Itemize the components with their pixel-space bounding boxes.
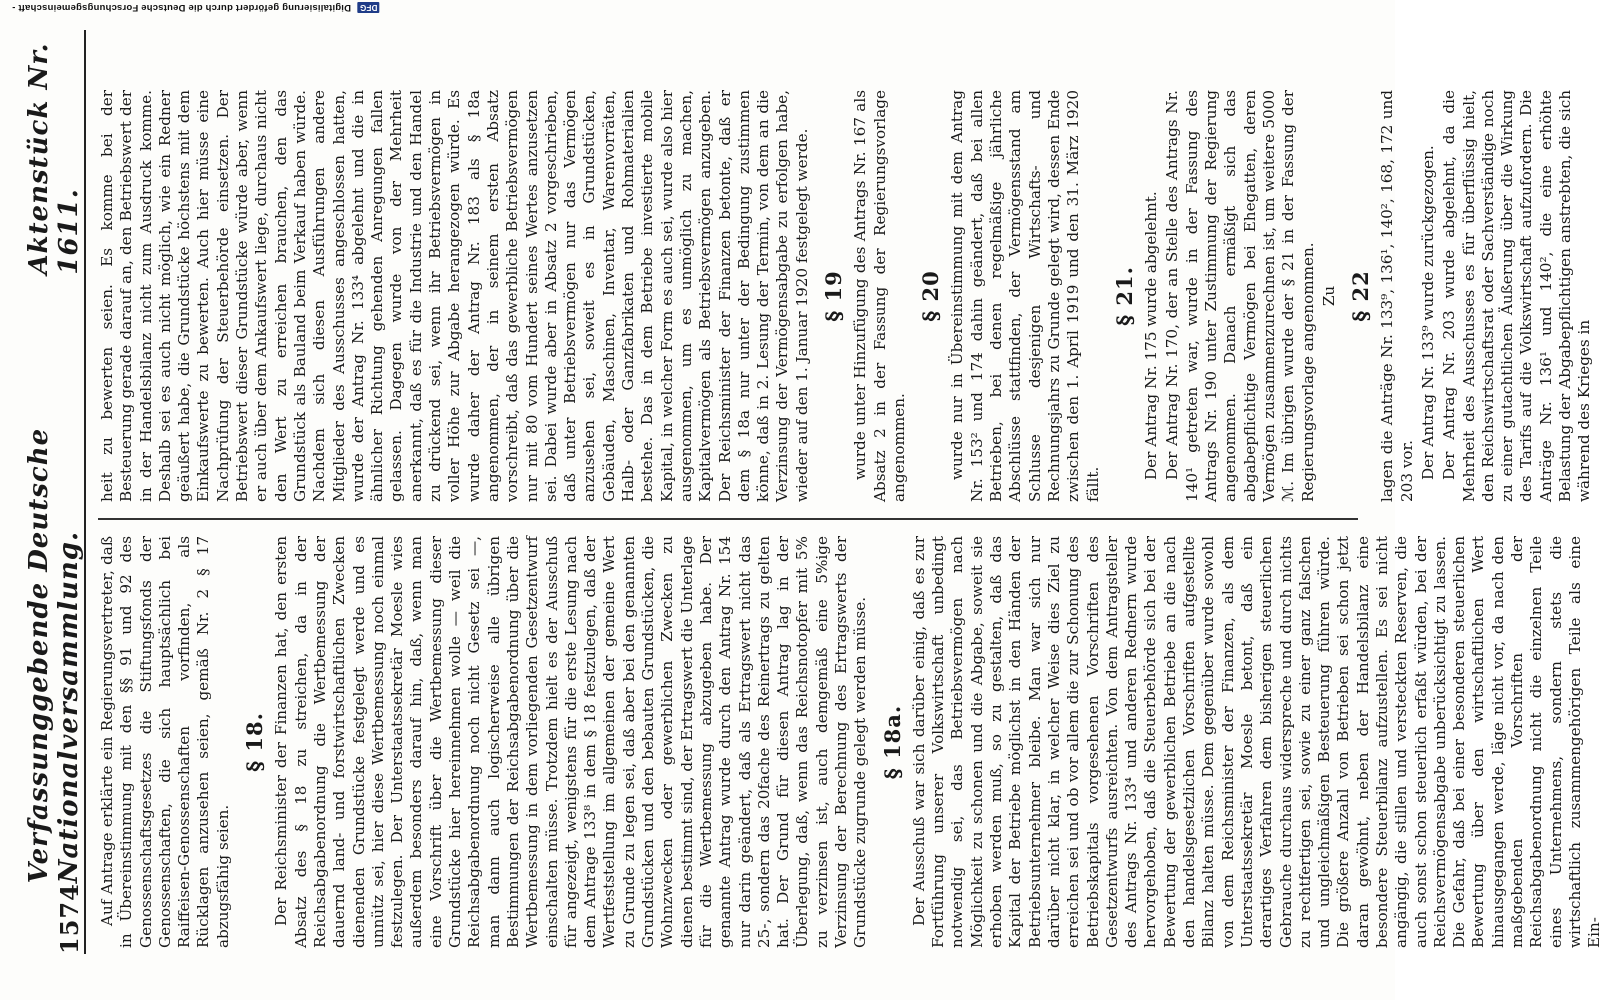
paragraph: Zu	[1319, 285, 1338, 307]
digitization-credit-text: Digitalisierung gefördert durch die Deutsche Forschungsgemeinschaft -	[12, 2, 351, 13]
left-column	[98, 536, 1604, 948]
paragraph: Der Antrag Nr. 203 wurde abgelehnt, da die Mehrheit des Ausschusses es für überflüssig hielt, den Reichswirtschaftsrat oder Sachverständige noch zu einer gutachtlichen Äußerung über die Wirkung des Tarifs auf die Volkswirtschaft aufzufordern. Die Anträge Nr. 136¹ und 140², die eine erhöhte Belastung der Abgabepflichtigen anstrebten, die sich während des Krieges in	[1440, 90, 1594, 502]
section-heading: § 18a.	[879, 704, 905, 780]
column-divider	[98, 519, 1358, 521]
page-title: Verfassunggebende Deutsche Nationalversammlung.	[24, 427, 84, 884]
section-heading: § 19	[820, 270, 846, 322]
paragraph: Auf Antrage erklärte ein Regierungsvertreter, daß in Übereinstimmung mit den §§ 91 und 92 des Genossenschaftsgesetzes die Stiftungsfonds der Genossenschaften, die sich hauptsächlich bei Raiffeisen-Genossenschaften vorfinden, als Rücklagen anzusehen seien, gemäß Nr. 2 § 17 abzugsfähig seien.	[98, 536, 232, 948]
page-number: 1574	[55, 883, 84, 954]
paragraph: Der Reichsminister der Finanzen hat, den ersten Absatz des § 18 zu streichen, da in der Reichsabgabenordnung die Wertbemessung der dauernd land- und forstwirtschaftlichen Zwecken dienenden Grundstücke festgelegt werde und es unnütz sei, hier diese Wertbemessung noch einmal festzulegen. Der Unterstaatssekretär Moesle wies außerdem besonders darauf hin, daß, wenn man eine Vorschrift über die Wertbemessung dieser Grundstücke hier hereinnehmen wolle — weil die Reichsabgabenordnung noch nicht Gesetz sei —, man dann auch logischerweise alle übrigen Bestimmungen der Reichsabgabenordnung über die Wertbemessung in dem vorliegenden Gesetzentwurf einschalten müsse. Trotzdem hielt es der Ausschuß für angezeigt, wenigstens für die erste Lesung nach dem Antrage 133⁸ in dem § 18 festzulegen, daß der Wertfeststellung im allgemeinen der gemeine Wert zu Grunde zu legen sei, daß aber bei den genannten Grundstücken und den bebauten Grundstücken, die Wohnzwecken oder gewerblichen Zwecken zu dienen bestimmt sind, der Ertragswert die Unterlage für die Wertbemessung abzugeben habe. Der genannte Antrag wurde durch den Antrag Nr. 154 nur darin geändert, daß als Ertragswert nicht das 25-, sondern das 20fache des Reinertrags zu gelten hat. Der Grund für diesen Antrag lag in der Überlegung, daß, wenn das Reichsnotopfer mit 5% zu verzinsen ist, auch demgemäß eine 5%ige Verzinsung der Berechnung des Ertragswerts der Grundstücke zugrunde gelegt werden müsse.	[272, 536, 870, 948]
section-heading: § 22	[1348, 270, 1374, 322]
right-column	[98, 90, 1594, 502]
paragraph: Der Antrag Nr. 133⁹ wurde zurückgezogen.	[1419, 145, 1437, 480]
paragraph: lagen die Anträge Nr. 133⁹, 136¹, 140², 168, 172 und 203 vor.	[1378, 90, 1416, 502]
section-heading: § 20	[918, 270, 944, 322]
paragraph: wurde unter Hinzufügung des Antrags Nr. 167 als Absatz 2 in der Fassung der Regierungsvorlage angenommen.	[851, 90, 908, 502]
section-heading: § 21.	[1111, 266, 1137, 326]
digitization-credit	[12, 2, 379, 13]
paragraph: Der Antrag Nr. 170, der an Stelle des Antrags Nr. 140¹ getreten war, wurde in der Fassung des Antrags Nr. 190 unter Zustimmung der Regierung angenommen. Danach ermäßigt sich das abgabepflichtige Vermögen bei Ehegatten, deren Vermögen zusammenzurechnen ist, um weitere 5000 ℳ. Im übrigen wurde der § 21 in der Fassung der Regierungsvorlage angenommen.	[1163, 90, 1317, 502]
section-heading: § 18.	[242, 712, 268, 772]
document-reference: Aktenstück Nr. 1611.	[24, 42, 84, 275]
paragraph: Der Ausschuß war sich darüber einig, daß es zur Fortführung unserer Volkswirtschaft unbedingt notwendig sei, das Betriebsvermögen nach Möglichkeit zu schonen und die Abgabe, soweit sie erhoben werden muß, so zu gestalten, daß das Kapital der Betriebe möglichst in den Händen der Betriebsunternehmer bleibe. Man war sich nur darüber nicht klar, in welcher Weise dies Ziel zu erreichen sei und ob vor allem die zur Schonung des Betriebskapitals vorgesehenen Vorschriften des Gesetzentwurfs ausreichten. Von dem Antragsteller des Antrags Nr. 133⁴ und anderen Rednern wurde hervorgehoben, daß die Steuerbehörde sich bei der Bewertung der gewerblichen Betriebe an die nach den handelsgesetzlichen Vorschriften aufgestellte Bilanz halten müsse. Dem gegenüber wurde sowohl von dem Reichsminister der Finanzen, als dem Unterstaatssekretär Moesle betont, daß ein derartiges Verfahren dem bisherigen steuerlichen Gebrauche durchaus widerspreche und durch nichts zu rechtfertigen sei, sowie zu einer ganz falschen und ungleichmäßigen Besteuerung führen würde. Die größere Anzahl von Betrieben sei schon jetzt daran gewöhnt, neben der Handelsbilanz eine besondere Steuerbilanz aufzustellen. Es sei nicht angängig, die stillen und versteckten Reserven, die auch sonst schon steuerlich erfaßt würden, bei der Reichsvermögensabgabe unberücksichtigt zu lassen. Die Gefahr, daß bei einer besonderen steuerlichen Bewertung über den wirtschaftlichen Wert hinausgegangen werde, läge nicht vor, da nach den maßgebenden Vorschriften der Reichsabgabenordnung nicht die einzelnen Teile eines Unternehmens, sondern stets die wirtschaftlich zusammengehörigen Teile als eine Ein-	[909, 536, 1604, 948]
paragraph: wurde nur in Übereinstimmung mit dem Antrag Nr. 153² und 174 dahin geändert, daß bei allen Betrieben, bei denen regelmäßige jährliche Abschlüsse stattfinden, der Vermögensstand am Schlusse desjenigen Wirtschafts- und Rechnungsjahrs zu Grunde gelegt wird, dessen Ende zwischen den 1. April 1919 und den 31. März 1920 fällt.	[948, 90, 1102, 502]
paragraph: heit zu bewerten seien. Es komme bei der Besteuerung gerade darauf an, den Betriebswert der in der Handelsbilanz nicht zum Ausdruck komme. Deshalb sei es auch nicht möglich, wie ein Redner geäußert habe, die Grundstücke höchstens mit dem Einkaufswerte zu bewerten. Auch hier müsse eine Nachprüfung der Steuerbehörde einsetzen. Der Betriebswert dieser Grundstücke würde aber, wenn er auch über dem Ankaufswert liege, durchaus nicht den Wert zu erreichen brauchen, den das Grundstück als Bauland beim Verkauf haben würde. Nachdem sich diesen Ausführungen andere Mitglieder des Ausschusses angeschlossen hatten, wurde der Antrag Nr. 133⁴ abgelehnt und die in ähnlicher Richtung gehenden Anregungen fallen gelassen. Dagegen wurde von der Mehrheit anerkannt, daß es für die Industrie und den Handel zu drückend sei, wenn ihr Betriebsvermögen in voller Höhe zur Abgabe herangezogen würde. Es wurde daher der Antrag Nr. 183 als § 18a angenommen, der in seinem ersten Absatz vorschreibt, daß das gewerbliche Betriebsvermögen nur mit 80 vom Hundert seines Wertes anzusetzen sei. Dabei wurde aber in Absatz 2 vorgeschrieben, daß unter Betriebsvermögen nur das Vermögen anzusehen sei, soweit es in Grundstücken, Gebäuden, Maschinen, Inventar, Warenvorräten, Halb- oder Ganzfabrikaten und Rohmaterialien bestehe. Das in dem Betriebe investierte mobile Kapital, in welcher Form es auch sei, wurde also hier ausgenommen, um es unmöglich zu machen, Kapitalvermögen als Betriebsvermögen anzugeben. Der Reichsminister der Finanzen betonte, daß er dem § 18a nur unter der Bedingung zustimmen könne, daß in 2. Lesung der Termin, von dem an die Verzinsung der Vermögensabgabe zu erfolgen habe, wieder auf den 1. Januar 1920 festgelegt werde.	[98, 90, 811, 502]
paragraph: Der Antrag Nr. 175 wurde abgelehnt.	[1142, 191, 1161, 480]
page-header	[24, 30, 86, 954]
dfg-logo: DFG	[359, 3, 378, 12]
